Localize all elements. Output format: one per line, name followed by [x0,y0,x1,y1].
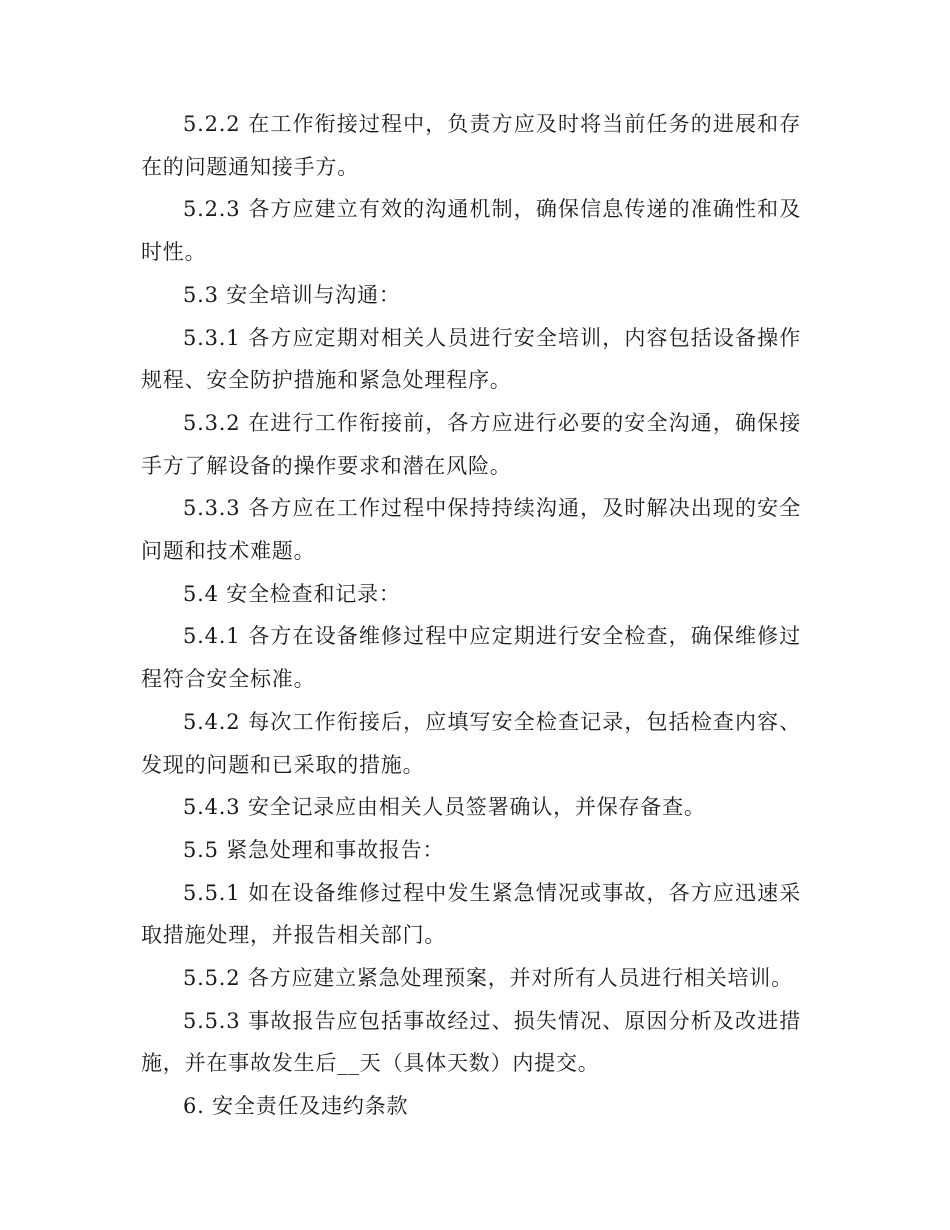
paragraph-5-2-2: 5.2.2 在工作衔接过程中，负责方应及时将当前任务的进展和存在的问题通知接手方。 [141,112,801,179]
paragraph-5-4-2: 5.4.2 每次工作衔接后，应填写安全检查记录，包括检查内容、发现的问题和已采取的措施。 [141,709,801,777]
paragraph-5-5-3: 5.5.3 事故报告应包括事故经过、损失情况、原因分析及改进措施，并在事故发生后__天（具体天数）内提交。 [141,1008,801,1076]
paragraph-5-3-2: 5.3.2 在进行工作衔接前，各方应进行必要的安全沟通，确保接手方了解设备的操作要求和潜在风险。 [141,410,801,478]
paragraph-5-3-3: 5.3.3 各方应在工作过程中保持持续沟通，及时解决出现的安全问题和技术难题。 [141,496,801,564]
paragraph-5-2-3: 5.2.3 各方应建立有效的沟通机制，确保信息传递的准确性和及时性。 [141,197,801,265]
section-heading-5-5: 5.5 紧急处理和事故报告： [183,837,445,862]
paragraph-5-5-1: 5.5.1 如在设备维修过程中发生紧急情况或事故，各方应迅速采取措施处理，并报告相关部门。 [141,880,801,948]
paragraph-5-3-1: 5.3.1 各方应定期对相关人员进行安全培训，内容包括设备操作规程、安全防护措施和紧急处理程序。 [141,325,801,393]
paragraph-5-4-1: 5.4.1 各方在设备维修过程中应定期进行安全检查，确保维修过程符合安全标准。 [141,624,801,692]
section-heading-5-3: 5.3 安全培训与沟通： [183,282,401,307]
document-body [141,103,801,1128]
section-heading-5-4: 5.4 安全检查和记录： [183,581,401,606]
paragraph-5-4-3: 5.4.3 安全记录应由相关人员签署确认，并保存备查。 [183,795,706,820]
paragraph-5-5-2: 5.5.2 各方应建立紧急处理预案，并对所有人员进行相关培训。 [183,966,793,991]
section-heading-6: 6. 安全责任及违约条款 [183,1094,409,1119]
